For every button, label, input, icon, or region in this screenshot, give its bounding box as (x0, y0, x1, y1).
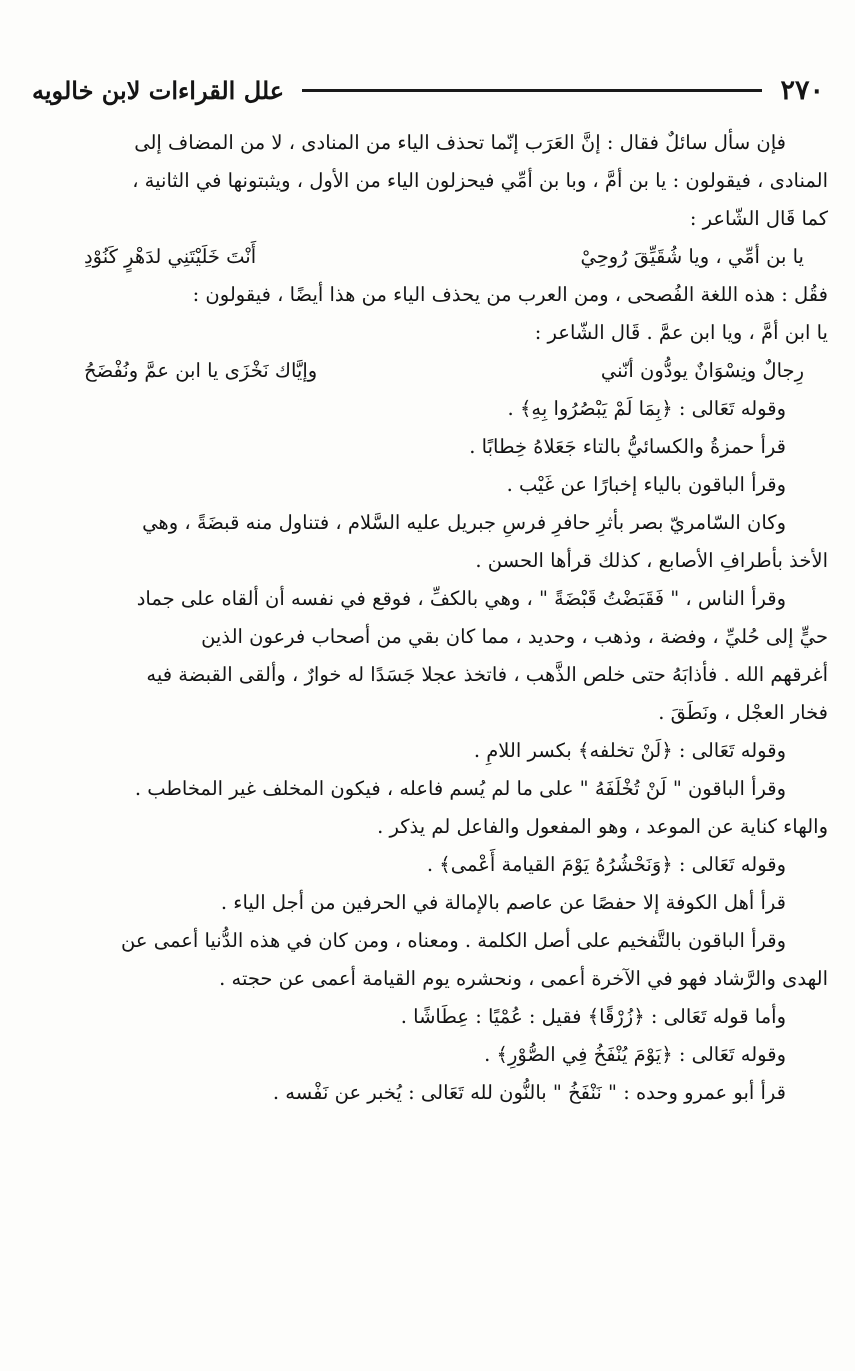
text-line: فخار العجْل ، ونَطَقَ . (658, 701, 828, 724)
text-line: فإن سأل سائلٌ فقال : إنَّ العَرَب إنّما تحذف الياء من المنادى ، لا من المضاف إلى (134, 131, 786, 154)
text-line: الأخذ بأطرافِ الأصابع ، كذلك قرأها الحسن . (475, 549, 828, 572)
text-line: قرأ حمزةُ والكسائيُّ بالتاء جَعَلاهُ خِطابًا . (469, 435, 786, 458)
page-number: ٢٧٠ (780, 74, 824, 106)
paragraph (28, 998, 828, 1036)
paragraph (28, 846, 828, 884)
paragraph (28, 922, 828, 998)
text-line: وكان السّامريّ بصر بأثرِ حافرِ فرسِ جبريل عليه السَّلام ، فتناول منه قبضَةً ، وهي (142, 511, 786, 534)
poetry-verse (28, 352, 828, 390)
text-line: أغرقهم الله . فأذابَهُ حتى خلص الذَّهب ، فاتخذ عجلا جَسَدًا له خوارٌ ، وألقى القبضة فيه (146, 663, 828, 686)
text-line: الهدى والرَّشاد فهو في الآخرة أعمى ، ونحشره يوم القيامة أعمى عن حجته . (219, 967, 828, 990)
paragraph (28, 1036, 828, 1074)
text-line: وأما قوله تَعَالى : ﴿زُرْقًا﴾ فقيل : عُمْيًا : عِطَاشًا . (400, 1005, 786, 1028)
paragraph (28, 124, 828, 238)
text-line: وقرأ الباقون " لَنْ تُخْلَفَهُ " على ما لم يُسم فاعله ، فيكون المخلف غير المخاطب . (134, 777, 786, 800)
text-line: يا ابن أمَّ ، ويا ابن عمَّ . قَال الشّاعر : (534, 321, 828, 344)
text-line: وقرأ الباقون بالتَّفخيم على أصل الكلمة . ومعناه ، ومن كان في هذه الدُّنيا أعمى عن (121, 929, 786, 952)
text-line: قرأ أبو عمرو وحده : " نَنْفَخُ " بالنُّون لله تَعَالى : يُخبر عن نَفْسه . (272, 1081, 786, 1104)
paragraph (28, 428, 828, 466)
verse-hemistich-left: وإيَّاك نَخْزَى يا ابن عمَّ ونُفْضَحُ (84, 359, 318, 382)
header-rule (302, 89, 762, 92)
paragraph (28, 504, 828, 580)
text-line: وقوله تَعَالى : ﴿وَنَحْشُرُهُ يَوْمَ القيامة أَعْمى﴾ . (426, 853, 786, 876)
text-line: وقرأ الناس ، " فَقَبَضْتُ قَبْضَةً " ، وهي بالكفِّ ، فوقع في نفسه أن ألقاه على جماد (136, 587, 786, 610)
paragraph (28, 770, 828, 846)
paragraph (28, 466, 828, 504)
text-line: وقرأ الباقون بالياء إخبارًا عن غَيْب . (506, 473, 786, 496)
text-line: قرأ أهل الكوفة إلا حفصًا عن عاصم بالإمالة في الحرفين من أجل الياء . (220, 891, 786, 914)
page-header (32, 70, 824, 110)
text-line: فقُل : هذه اللغة الفُصحى ، ومن العرب من يحذف الياء من هذا أيضًا ، فيقولون : (192, 283, 828, 306)
verse-hemistich-right: رِجالٌ ونِسْوَانٌ يودُّون أنّني (600, 359, 804, 382)
page-body (28, 124, 828, 1112)
paragraph (28, 390, 828, 428)
verse-hemistich-right: يا بن أمِّي ، ويا شُقَيِّقَ رُوحِيْ (580, 245, 804, 268)
paragraph (28, 732, 828, 770)
text-line: المنادى ، فيقولون : يا بن أمَّ ، وبا بن أمِّي فيحزلون الياء من الأول ، ويثبتونها في الثانية ، (132, 169, 828, 192)
paragraph (28, 276, 828, 352)
running-title: علل القراءات لابن خالويه (32, 75, 285, 105)
text-line: وقوله تَعَالى : ﴿لَنْ تخلفه﴾ بكسر اللامِ . (473, 739, 786, 762)
text-line: وقوله تَعَالى : ﴿بِمَا لَمْ يَبْصُرُوا بِهِ﴾ . (507, 397, 786, 420)
paragraph (28, 1074, 828, 1112)
verse-hemistich-left: أَنْتَ خَلَيْتَنِي لدَهْرٍ كَنُوْدِ (84, 245, 257, 268)
text-line: والهاء كناية عن الموعد ، وهو المفعول والفاعل لم يذكر . (377, 815, 828, 838)
paragraph (28, 580, 828, 732)
text-line: حيٍّ إلى حُليِّ ، وفضة ، وذهب ، وحديد ، مما كان بقي من أصحاب فرعون الذين (201, 625, 828, 648)
poetry-verse (28, 238, 828, 276)
text-line: كما قَال الشّاعر : (689, 207, 828, 230)
text-line: وقوله تَعَالى : ﴿يَوْمَ يُنْفَخُ فِي الصُّوْرِ﴾ . (484, 1043, 786, 1066)
paragraph (28, 884, 828, 922)
